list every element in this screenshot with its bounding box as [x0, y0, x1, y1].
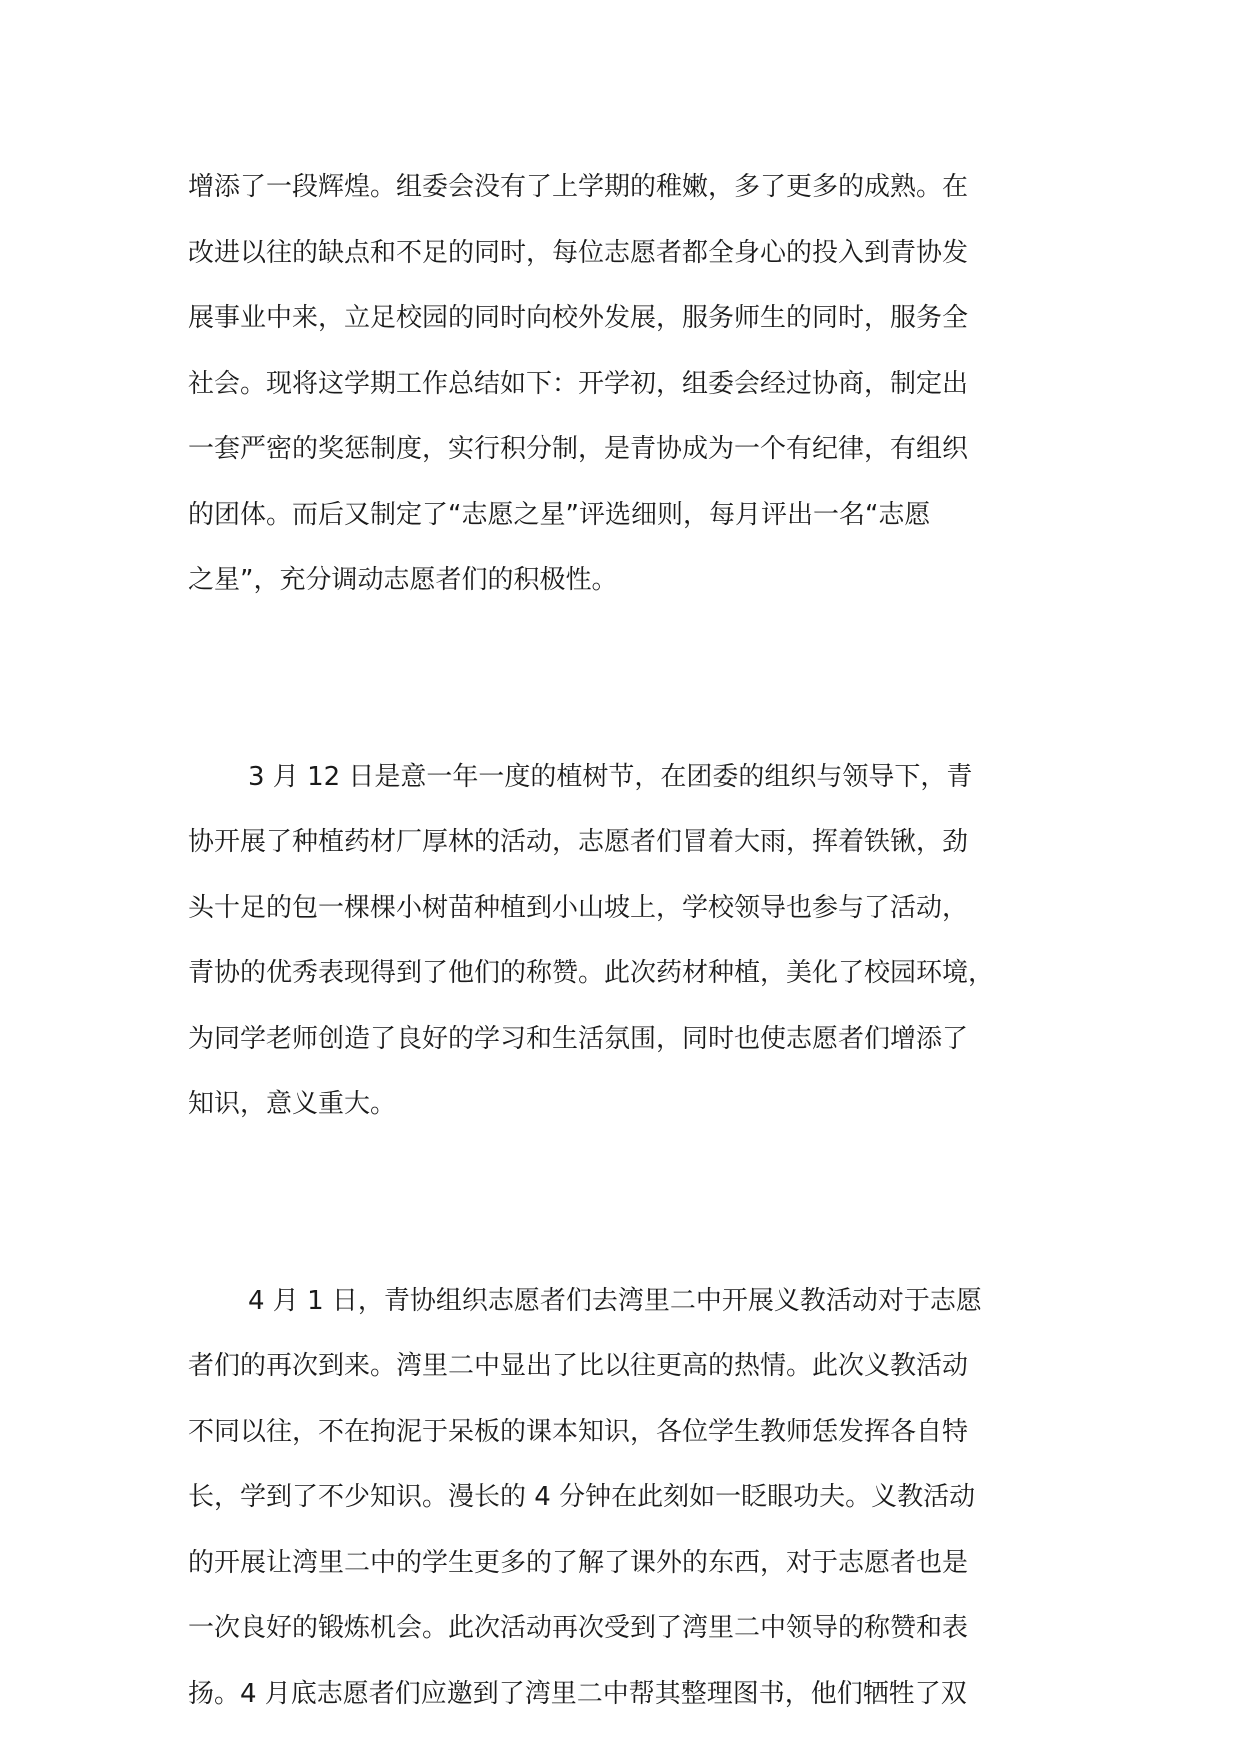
text-line: 一次良好的锻炼机会。此次活动再次受到了湾里二中领导的称赞和表 [188, 1613, 969, 1643]
text-line: 社会。现将这学期工作总结如下：开学初，组委会经过协商，制定出 [188, 368, 969, 399]
paragraph [188, 162, 1068, 621]
paragraph-spacer [188, 1145, 1068, 1276]
text-line: 展事业中来，立足校园的同时向校外发展，服务师生的同时，服务全 [188, 303, 969, 333]
paragraph [188, 752, 1068, 1145]
text-line: 增添了一段辉煌。组委会没有了上学期的稚嫩，多了更多的成熟。在 [188, 172, 969, 202]
text-line: 3 月 12 日是意一年一度的植树节，在团委的组织与领导下，青 [248, 761, 973, 792]
text-line: 4 月 1 日，青协组织志愿者们去湾里二中开展义教活动对于志愿 [248, 1285, 982, 1316]
text-line: 青协的优秀表现得到了他们的称赞。此次药材种植，美化了校园环境， [188, 958, 995, 988]
text-line: 一套严密的奖惩制度，实行积分制，是青协成为一个有纪律，有组织 [188, 434, 969, 464]
text-line: 协开展了种植药材厂厚林的活动，志愿者们冒着大雨，挥着铁锹，劲 [188, 827, 969, 857]
document-body [188, 162, 1068, 1734]
paragraph-spacer [188, 621, 1068, 752]
text-line: 知识，意义重大。 [188, 1089, 397, 1119]
text-line: 之星”，充分调动志愿者们的积极性。 [188, 565, 618, 595]
text-line: 长，学到了不少知识。漫长的 4 分钟在此刻如一眨眼功夫。义教活动 [188, 1482, 976, 1512]
paragraph [188, 1276, 1068, 1735]
text-line: 为同学老师创造了良好的学习和生活氛围，同时也使志愿者们增添了 [188, 1023, 969, 1054]
text-line: 头十足的包一棵棵小树苗种植到小山坡上，学校领导也参与了活动， [188, 892, 969, 923]
text-line: 者们的再次到来。湾里二中显出了比以往更高的热情。此次义教活动 [188, 1351, 969, 1381]
text-line: 扬。4 月底志愿者们应邀到了湾里二中帮其整理图书，他们牺牲了双 [188, 1678, 967, 1709]
text-line: 的开展让湾里二中的学生更多的了解了课外的东西，对于志愿者也是 [188, 1547, 969, 1578]
text-line: 不同以往，不在拘泥于呆板的课本知识，各位学生教师恁发挥各自特 [188, 1416, 969, 1447]
text-line: 改进以往的缺点和不足的同时，每位志愿者都全身心的投入到青协发 [188, 237, 969, 268]
text-line: 的团体。而后又制定了“志愿之星”评选细则，每月评出一名“志愿 [188, 499, 931, 530]
